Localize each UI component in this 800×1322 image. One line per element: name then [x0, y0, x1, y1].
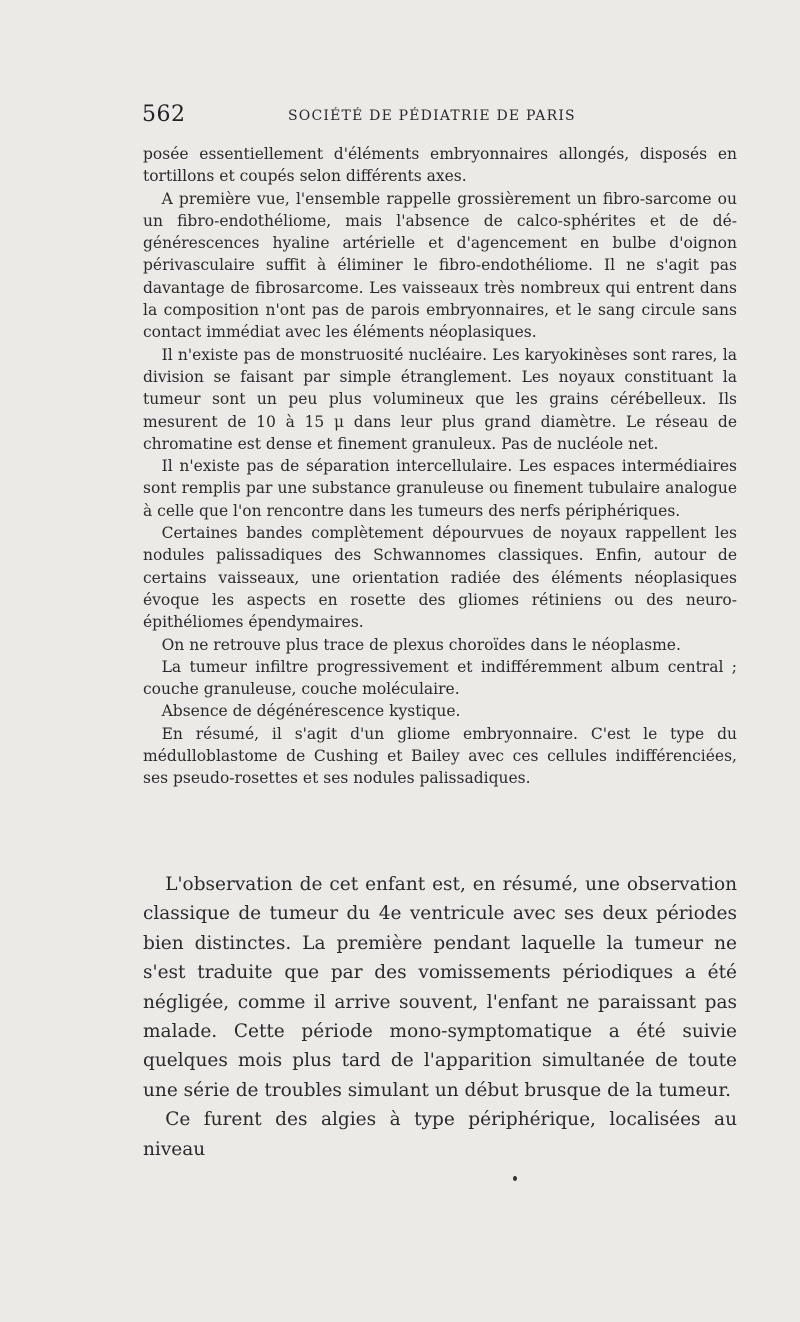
paragraph: Ce furent des algies à type périphérique, localisées au niveau [143, 1109, 737, 1160]
paragraph: On ne retrouve plus trace de plexus choroïdes dans le néoplasme. [161, 635, 681, 654]
print-mark [513, 1176, 517, 1181]
paragraph: Il n'existe pas de monstruosité nucléaire. Les karyokinèses sont rares, la division se faisant par simple étranglement. Les noyaux constituant la tumeur sont un peu plus volumineux que les grains cérébelleux. Ils mesurent de 10 à 15 μ dans leur plus grand diamètre. Le réseau de chromatine est dense et finement granuleux. Pas de nucléole net. [143, 345, 737, 453]
page-header [142, 102, 737, 132]
page-number: 562 [142, 102, 186, 127]
paragraph: posée essentiellement d'éléments embryonnaires allongés, disposés en tortillons et coupés selon différents axes. [143, 145, 737, 186]
paragraph: L'observation de cet enfant est, en résumé, une observation classique de tumeur du 4e ventricule avec ses deux périodes bien distinctes. La première pendant laquelle la tumeur ne s'est traduite que par des vomissements périodiques a été négligée, comme il arrive souvent, l'enfant ne paraissant pas malade. Cette période mono-symptomatique a été suivie quelques mois plus tard de l'apparition simultanée de toute une série de troubles simulant un début brusque de la tumeur. [143, 874, 737, 1101]
paragraph: Il n'existe pas de séparation intercellulaire. Les espaces intermédiaires sont remplis par une substance granuleuse ou finement tubulaire analogue à celle que l'on rencontre dans les tumeurs des nerfs périphériques. [143, 457, 737, 520]
paragraph: Absence de dégénérescence kystique. [161, 702, 461, 721]
paragraph: Certaines bandes complètement dépourvues de noyaux rappellent les nodules palissadiques des Schwannomes classiques. Enfin, autour de certains vaisseaux, une orientation radiée des éléments néoplasiques évoque les aspects en rosette des gliomes rétiniens ou des neuro-épithéliomes épendymaires. [143, 524, 737, 632]
discussion-section [143, 870, 737, 1164]
paragraph: La tumeur infiltre progressivement et indifféremment album central ; couche granuleuse, couche moléculaire. [143, 657, 737, 699]
running-head: SOCIÉTÉ DE PÉDIATRIE DE PARIS [288, 108, 576, 124]
paragraph: A première vue, l'ensemble rappelle grossièrement un fibro-sarcome ou un fibro-endothéliome, mais l'absence de calco-sphérites et de dégénérescences hyaline artérielle et d'agencement en bulbe d'oignon périvasculaire suffit à éliminer le fibro-endothéliome. Il ne s'agit pas davantage de fibrosarcome. Les vaisseaux très nombreux qui entrent dans la composition n'ont pas de parois embryonnaires, et le sang circule sans contact immédiat avec les éléments néoplasiques. [143, 189, 737, 342]
histology-section [143, 143, 737, 790]
paragraph: En résumé, il s'agit d'un gliome embryonnaire. C'est le type du médulloblastome de Cushing et Bailey avec ces cellules indifférenciées, ses pseudo-rosettes et ses nodules palissadiques. [143, 724, 737, 788]
